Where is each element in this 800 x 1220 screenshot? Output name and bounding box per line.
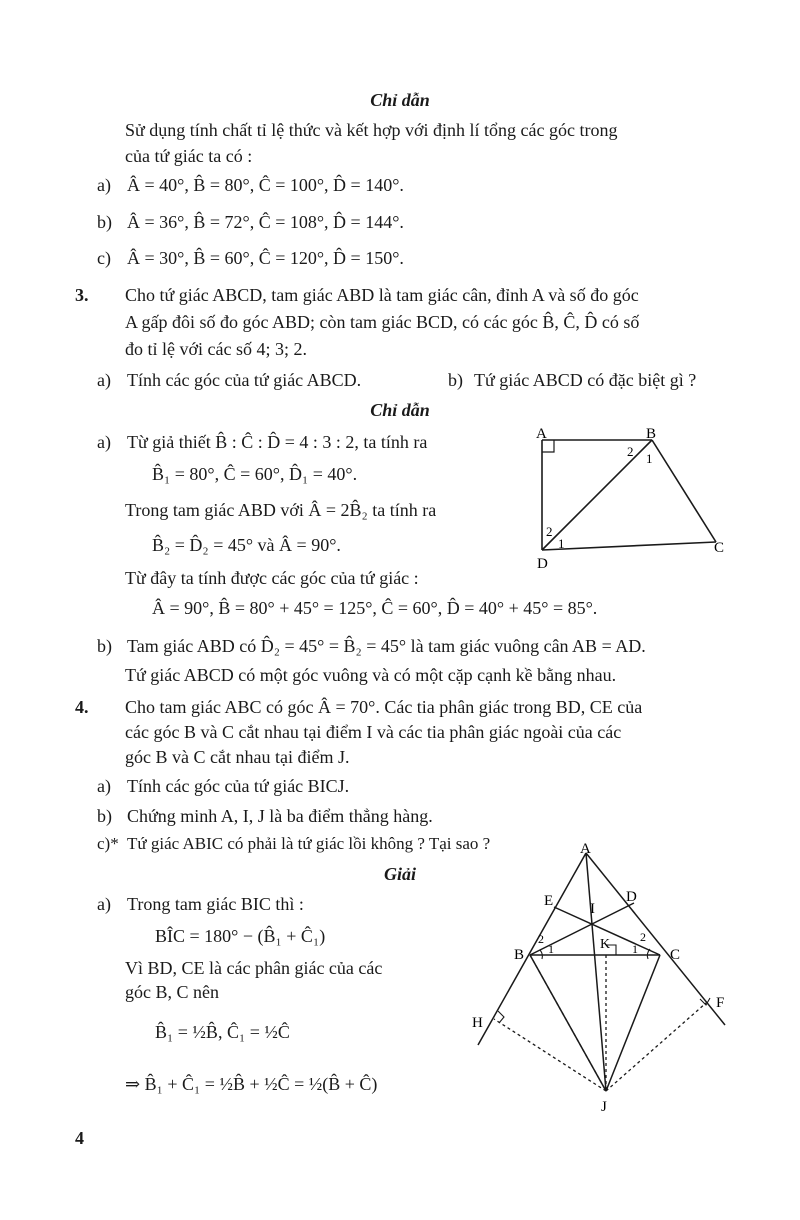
problem3-part-b-label: b): [448, 370, 463, 390]
problem4-part-a-label: a): [97, 776, 111, 796]
side-bc: [652, 440, 716, 542]
fig4-label-e: E: [544, 893, 554, 909]
problem4-part-a: Tính các góc của tứ giác BICJ.: [127, 776, 350, 796]
fig3-label-d: D: [537, 556, 548, 572]
problem3-hint-b-line-1: Tam giác ABD có D̂₂ = 45° = B̂₂ = 45° là tam giác vuông cân AB = AD.: [127, 636, 646, 656]
section1-intro-line-1: Sử dụng tính chất tỉ lệ thức và kết hợp với định lí tổng các góc trong: [125, 120, 618, 140]
section1-intro-line-2: của tứ giác ta có :: [125, 146, 253, 166]
problem4-line-1: Cho tam giác ABC có góc Â = 70°. Các tia phân giác trong BD, CE của: [125, 697, 643, 717]
problem3-hint-heading: Chỉ dẫn: [370, 400, 430, 420]
fig4-label-f: F: [716, 995, 725, 1011]
problem4-number: 4.: [75, 697, 89, 717]
fig4-label-k: K: [600, 937, 611, 952]
fig3-angle-b1: 1: [646, 451, 653, 466]
fig3-angle-b2: 2: [627, 444, 634, 459]
perpendicular-jf: [606, 1003, 706, 1091]
problem3-hint-a-line-3: Trong tam giác ABD với Â = 2B̂₂ ta tính ra: [125, 500, 437, 520]
problem4-sol-a-line-5: B̂₁ = ½B̂, Ĉ₁ = ½Ĉ: [155, 1022, 290, 1042]
problem3-hint-a-line-1: Từ giả thiết B̂ : Ĉ : D̂ = 4 : 3 : 2, ta tính ra: [127, 432, 428, 452]
perpendicular-jh: [494, 1019, 606, 1091]
bisector-bd: [530, 903, 634, 955]
problem4-part-c-label: c)*: [97, 834, 119, 853]
problem4-part-b-label: b): [97, 806, 112, 826]
section1-item-b: Â = 36°, B̂ = 72°, Ĉ = 108°, D̂ = 144°.: [127, 212, 404, 232]
fig3-label-c: C: [714, 540, 725, 556]
fig3-angle-d2: 2: [546, 524, 553, 539]
quadrilateral-figure: [520, 420, 740, 580]
section1-item-c: Â = 30°, B̂ = 60°, Ĉ = 120°, D̂ = 150°.: [127, 248, 404, 268]
problem4-sol-a-label: a): [97, 894, 111, 914]
problem4-sol-a-line-6: ⇒ B̂₁ + Ĉ₁ = ½B̂ + ½Ĉ = ½(B̂ + Ĉ): [125, 1074, 378, 1094]
problem3-hint-b-label: b): [97, 636, 112, 656]
fig4-label-j: J: [601, 1099, 607, 1115]
section1-item-c-label: c): [97, 248, 111, 268]
problem4-sol-a-line-4: góc B, C nên: [125, 982, 219, 1002]
problem4-sol-a-line-3: Vì BD, CE là các phân giác của các: [125, 958, 383, 978]
side-cd: [542, 542, 716, 550]
fig3-label-a: A: [536, 426, 547, 442]
fig4-label-d: D: [626, 889, 637, 905]
diagonal-bd: [542, 440, 652, 550]
problem3-line-3: đo tỉ lệ với các số 4; 3; 2.: [125, 339, 307, 359]
fig4-label-c: C: [670, 947, 681, 963]
problem3-hint-a-line-2: B̂₁ = 80°, Ĉ = 60°, D̂₁ = 40°.: [152, 464, 358, 484]
problem3-hint-a-label: a): [97, 432, 111, 452]
problem4-line-2: các góc B và C cắt nhau tại điểm I và các tia phân giác ngoài của các: [125, 722, 622, 742]
problem4-part-b: Chứng minh A, I, J là ba điểm thẳng hàng.: [127, 806, 433, 826]
fig4-label-b: B: [514, 947, 525, 963]
problem4-part-c: Tứ giác ABIC có phải là tứ giác lồi không ? Tại sao ?: [127, 834, 491, 853]
fig4-label-h: H: [472, 1015, 483, 1031]
section1-item-a: Â = 40°, B̂ = 80°, Ĉ = 100°, D̂ = 140°.: [127, 175, 404, 195]
problem3-hint-b-line-2: Tứ giác ABCD có một góc vuông và có một cặp cạnh kề bằng nhau.: [125, 665, 617, 685]
problem3-line-2: A gấp đôi số đo góc ABD; còn tam giác BCD, có các góc B̂, Ĉ, D̂ có số: [125, 312, 640, 332]
fig4-angle-b1: 1: [548, 942, 554, 956]
page-number: 4: [75, 1128, 84, 1148]
problem3-part-a-label: a): [97, 370, 111, 390]
fig3-label-b: B: [646, 426, 657, 442]
fig4-angle-c1: 1: [632, 942, 638, 956]
problem3-hint-a-line-6: Â = 90°, B̂ = 80° + 45° = 125°, Ĉ = 60°, D̂ = 40° + 45° = 85°.: [152, 598, 598, 618]
right-angle-h: [498, 1011, 504, 1023]
section1-heading: Chỉ dẫn: [370, 90, 430, 110]
fig4-angle-c2: 2: [640, 930, 646, 944]
line-ab-extended: [478, 853, 586, 1045]
section1-item-a-label: a): [97, 175, 111, 195]
problem3-number: 3.: [75, 285, 89, 305]
fig4-angle-b2: 2: [538, 932, 544, 946]
fig3-angle-d1: 1: [558, 536, 565, 551]
external-bisector-cj: [606, 955, 660, 1091]
line-aj: [586, 853, 606, 1091]
fig4-label-a: A: [580, 841, 591, 857]
problem3-hint-a-line-5: Từ đây ta tính được các góc của tứ giác :: [125, 568, 419, 588]
problem3-part-b: Tứ giác ABCD có đặc biệt gì ?: [474, 370, 697, 390]
problem3-hint-a-line-4: B̂₂ = D̂₂ = 45° và Â = 90°.: [152, 535, 341, 555]
problem4-sol-a-line-2: BÎC = 180° − (B̂₁ + Ĉ₁): [155, 926, 326, 946]
problem3-part-a: Tính các góc của tứ giác ABCD.: [127, 370, 362, 390]
problem4-solution-heading: Giải: [383, 864, 416, 884]
problem3-line-1: Cho tứ giác ABCD, tam giác ABD là tam giác cân, đỉnh A và số đo góc: [125, 285, 639, 305]
triangle-bisector-figure: [470, 835, 740, 1120]
fig4-label-i: I: [590, 901, 595, 917]
section1-item-b-label: b): [97, 212, 112, 232]
problem4-sol-a-line-1: Trong tam giác BIC thì :: [127, 894, 304, 914]
problem4-line-3: góc B và C cắt nhau tại điểm J.: [125, 747, 350, 767]
